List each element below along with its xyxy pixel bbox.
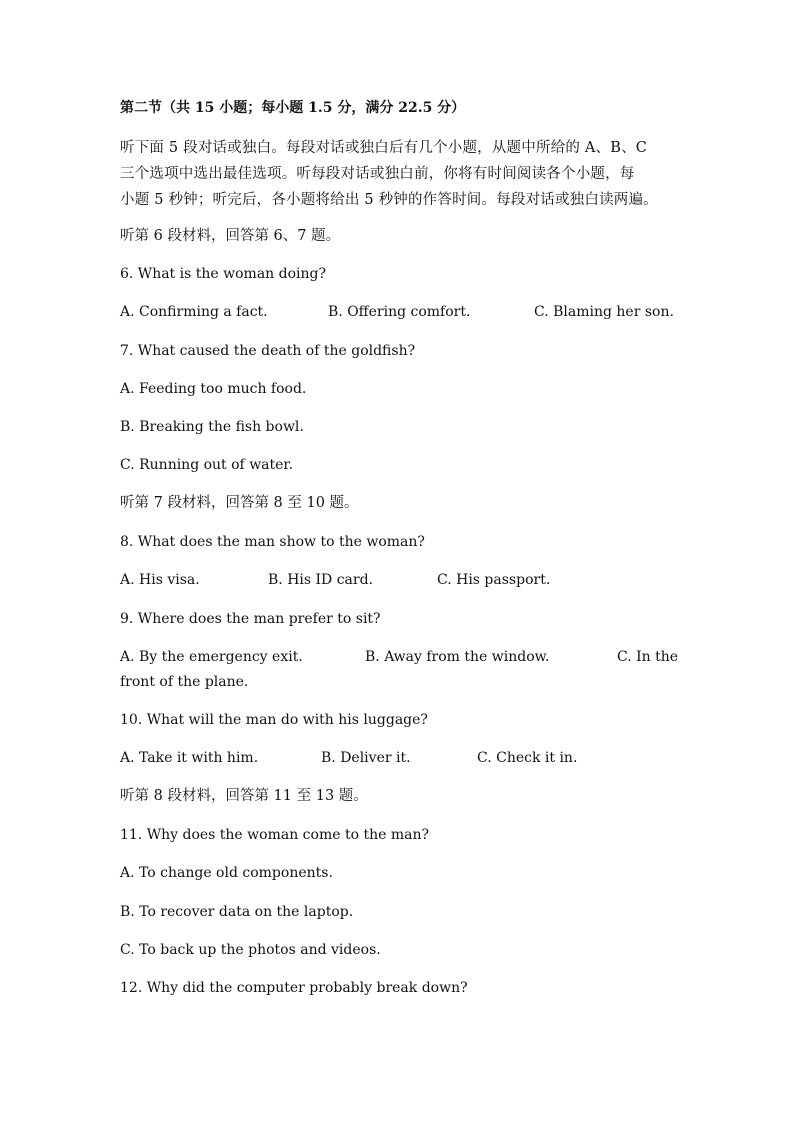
instructions-line-2: 三个选项中选出最佳选项。听每段对话或独白前，你将有时间阅读各个小题，每	[120, 166, 635, 182]
question-11-stem: 11. Why does the woman come to the man?	[120, 827, 429, 843]
question-10-stem: 10. What will the man do with his luggage?	[120, 712, 428, 728]
question-7-option-a: A. Feeding too much food.	[120, 381, 307, 397]
question-7-option-c: C. Running out of water.	[120, 457, 294, 473]
section-instructions	[120, 135, 680, 213]
instructions-line-1: 听下面 5 段对话或独白。每段对话或独白后有几个小题，从题中所给的 A、B、C	[120, 140, 648, 156]
question-6-option-b: B. Offering comfort.	[328, 304, 471, 320]
question-9-option-c-continued: front of the plane.	[120, 674, 249, 690]
question-11-option-c: C. To back up the photos and videos.	[120, 942, 381, 958]
question-8-option-a: A. His visa.	[120, 572, 200, 588]
question-7-stem: 7. What caused the death of the goldfish?	[120, 343, 416, 359]
material-7-intro: 听第 7 段材料，回答第 8 至 10 题。	[120, 495, 359, 511]
question-10-option-c: C. Check it in.	[477, 750, 578, 766]
instructions-line-3: 小题 5 秒钟；听完后，各小题将给出 5 秒钟的作答时间。每段对话或独白读两遍。	[120, 192, 658, 208]
question-6-option-c: C. Blaming her son.	[534, 304, 674, 320]
question-8-option-c: C. His passport.	[437, 572, 551, 588]
question-6-option-a: A. Confirming a fact.	[120, 304, 268, 320]
question-11-option-b: B. To recover data on the laptop.	[120, 904, 354, 920]
question-9-stem: 9. Where does the man prefer to sit?	[120, 611, 381, 627]
question-7-option-b: B. Breaking the fish bowl.	[120, 419, 304, 435]
question-10-option-a: A. Take it with him.	[120, 750, 259, 766]
question-9-option-a: A. By the emergency exit.	[120, 649, 303, 665]
section-heading: 第二节（共 15 小题；每小题 1.5 分，满分 22.5 分）	[120, 100, 466, 116]
question-9-option-c: C. In the	[617, 649, 679, 665]
question-10-option-b: B. Deliver it.	[321, 750, 411, 766]
question-12-stem: 12. Why did the computer probably break down?	[120, 980, 468, 996]
question-11-option-a: A. To change old components.	[120, 865, 333, 881]
question-8-option-b: B. His ID card.	[268, 572, 374, 588]
question-9-option-b: B. Away from the window.	[365, 649, 550, 665]
material-8-intro: 听第 8 段材料，回答第 11 至 13 题。	[120, 788, 368, 804]
material-6-intro: 听第 6 段材料，回答第 6、7 题。	[120, 228, 341, 244]
question-6-stem: 6. What is the woman doing?	[120, 266, 326, 282]
question-8-stem: 8. What does the man show to the woman?	[120, 534, 425, 550]
